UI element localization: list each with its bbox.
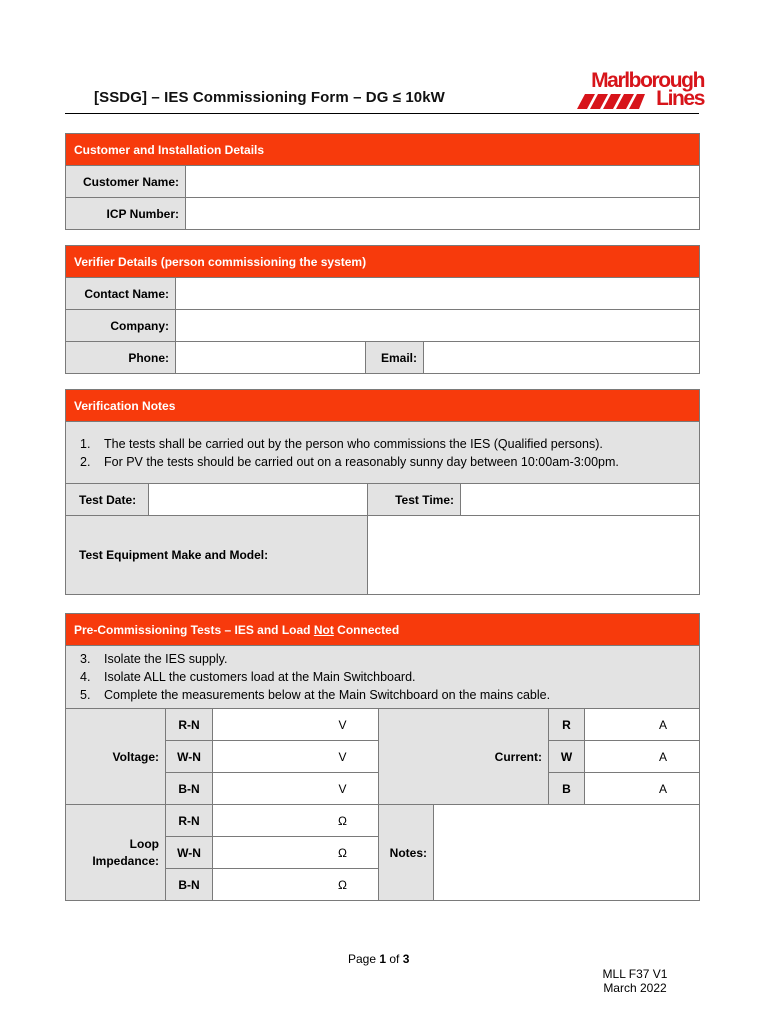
form-date: March 2022 xyxy=(603,981,667,995)
customer-name-label: Customer Name: xyxy=(66,166,186,198)
precommissioning-table xyxy=(65,613,700,901)
impedance-rn-field[interactable]: Ω xyxy=(213,805,379,837)
current-phase-label: R xyxy=(549,709,585,741)
verification-section-heading: Verification Notes xyxy=(66,390,700,422)
test-equipment-label: Test Equipment Make and Model: xyxy=(66,516,368,595)
phone-field[interactable] xyxy=(176,342,366,374)
customer-name-field[interactable] xyxy=(186,166,700,198)
voltage-phase-label: B-N xyxy=(166,773,213,805)
test-time-field[interactable] xyxy=(461,484,700,516)
current-r-field[interactable]: A xyxy=(585,709,700,741)
notes-field[interactable] xyxy=(434,805,700,901)
customer-details-table xyxy=(65,133,700,230)
impedance-phase-label: B-N xyxy=(166,869,213,901)
verification-notes-block xyxy=(66,422,700,484)
icp-number-field[interactable] xyxy=(186,198,700,230)
logo-text-line2: Lines xyxy=(656,87,704,110)
verification-notes-table xyxy=(65,389,700,595)
title-divider xyxy=(65,113,699,114)
customer-section-heading: Customer and Installation Details xyxy=(66,134,700,166)
current-w-field[interactable]: A xyxy=(585,741,700,773)
verifier-section-heading: Verifier Details (person commissioning the system) xyxy=(66,246,700,278)
test-date-label: Test Date: xyxy=(66,484,149,516)
logo-text-line1: Marlborough xyxy=(591,69,704,92)
phone-label: Phone: xyxy=(66,342,176,374)
voltage-label: Voltage: xyxy=(66,709,166,805)
voltage-rn-field[interactable]: V xyxy=(213,709,379,741)
impedance-wn-field[interactable]: Ω xyxy=(213,837,379,869)
voltage-wn-field[interactable]: V xyxy=(213,741,379,773)
icp-number-label: ICP Number: xyxy=(66,198,186,230)
impedance-phase-label: R-N xyxy=(166,805,213,837)
company-logo xyxy=(574,70,706,112)
email-label: Email: xyxy=(366,342,424,374)
current-phase-label: B xyxy=(549,773,585,805)
current-phase-label: W xyxy=(549,741,585,773)
list-item: 4. Isolate ALL the customers load at the Main Switchboard. xyxy=(80,670,416,684)
voltage-phase-label: W-N xyxy=(166,741,213,773)
list-item: 3. Isolate the IES supply. xyxy=(80,652,228,666)
email-field[interactable] xyxy=(424,342,700,374)
list-item: 1. The tests shall be carried out by the person who commissions the IES (Qualified persons). xyxy=(80,436,603,451)
impedance-bn-field[interactable]: Ω xyxy=(213,869,379,901)
voltage-phase-label: R-N xyxy=(166,709,213,741)
verifier-details-table xyxy=(65,245,700,374)
company-label: Company: xyxy=(66,310,176,342)
page-number: Page 1 of 3 xyxy=(348,952,410,966)
contact-name-field[interactable] xyxy=(176,278,700,310)
form-title: [SSDG] – IES Commissioning Form – DG ≤ 10kW xyxy=(94,89,445,106)
test-equipment-field[interactable] xyxy=(368,516,700,595)
company-field[interactable] xyxy=(176,310,700,342)
form-code-block xyxy=(590,967,680,995)
test-date-field[interactable] xyxy=(149,484,368,516)
voltage-bn-field[interactable]: V xyxy=(213,773,379,805)
list-item: 2. For PV the tests should be carried out on a reasonably sunny day between 10:00am-3:00pm. xyxy=(80,454,619,469)
contact-name-label: Contact Name: xyxy=(66,278,176,310)
notes-label: Notes: xyxy=(379,805,434,901)
form-code: MLL F37 V1 xyxy=(602,967,668,981)
logo-stripes-icon xyxy=(577,94,645,109)
loop-impedance-label: Loop Impedance: xyxy=(66,805,166,901)
precommissioning-notes-block xyxy=(66,646,700,709)
list-item: 5. Complete the measurements below at the Main Switchboard on the mains cable. xyxy=(80,688,551,702)
current-b-field[interactable]: A xyxy=(585,773,700,805)
precommissioning-section-heading: Pre-Commissioning Tests – IES and Load Not Connected xyxy=(66,614,700,646)
impedance-phase-label: W-N xyxy=(166,837,213,869)
current-label: Current: xyxy=(379,709,549,805)
test-time-label: Test Time: xyxy=(368,484,461,516)
